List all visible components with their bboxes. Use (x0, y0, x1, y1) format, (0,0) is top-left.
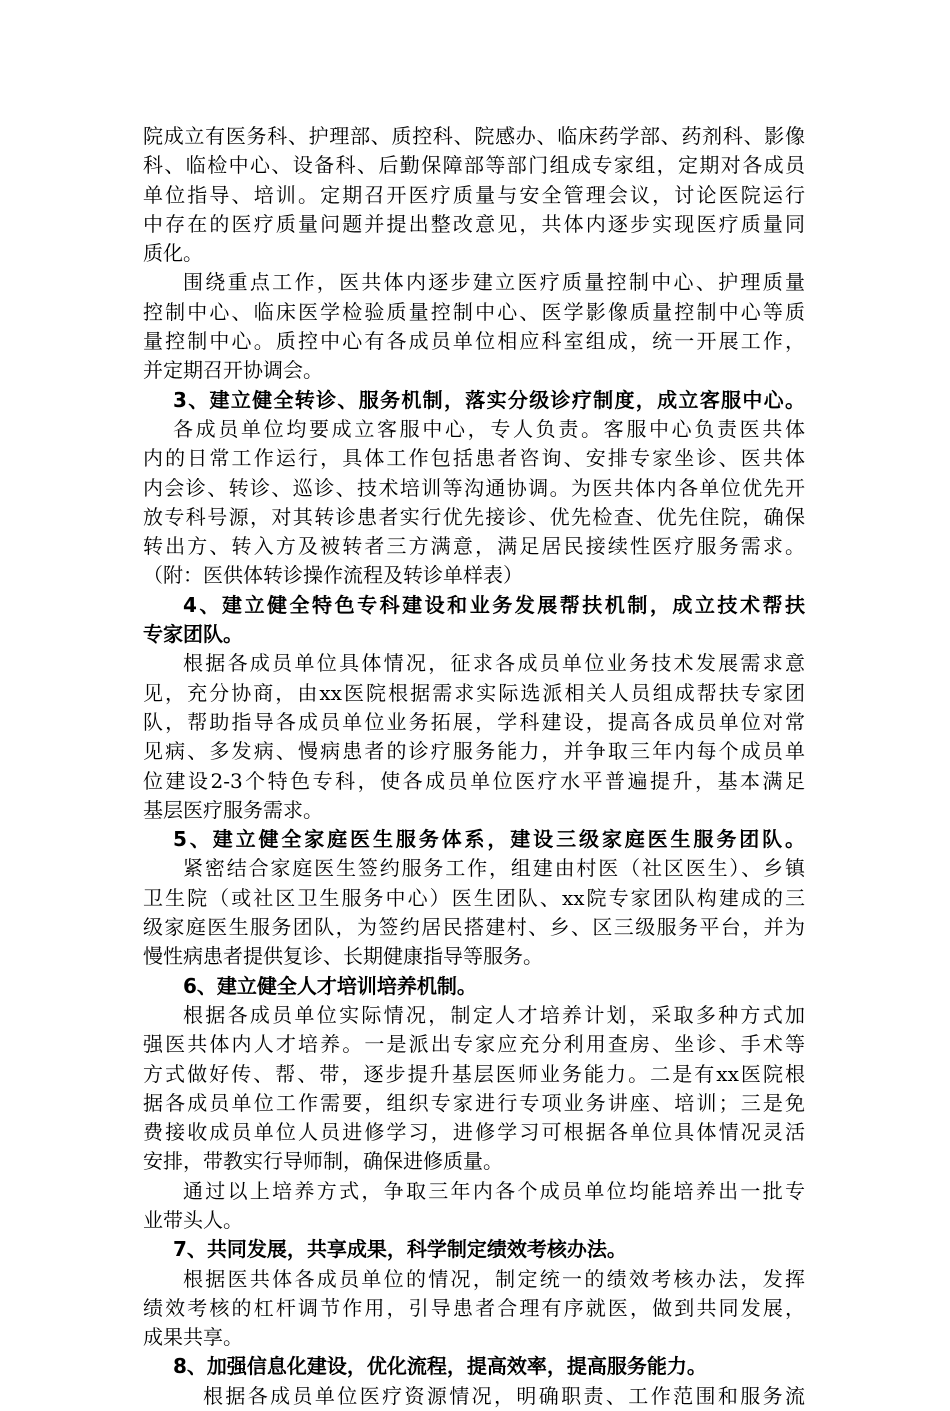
paragraph-line: 费接收成员单位人员进修学习，进修学习可根据各单位具体情况灵活 (143, 1120, 805, 1145)
paragraph-line: 根据各成员单位实际情况，制定人才培养计划，采取多种方式加 (183, 1002, 805, 1027)
paragraph-line: 方式做好传、帮、带，逐步提升基层医师业务能力。二是有xx医院根 (143, 1061, 805, 1086)
paragraph-line: 据各成员单位工作需要，组织专家进行专项业务讲座、培训；三是免 (143, 1090, 805, 1115)
section-heading-line: 专家团队。 (143, 622, 243, 647)
document-body (143, 122, 805, 1411)
paragraph-line: 质化。 (143, 241, 203, 266)
paragraph-line: 通过以上培养方式，争取三年内各个成员单位均能培养出一批专 (183, 1178, 805, 1203)
paragraph-line: （附：医供体转诊操作流程及转诊单样表） (143, 563, 523, 588)
paragraph-line: 控制中心、临床医学检验质量控制中心、医学影像质量控制中心等质 (143, 299, 805, 324)
paragraph-line: 各成员单位均要成立客服中心，专人负责。客服中心负责医共体 (173, 416, 805, 441)
paragraph-line: 业带头人。 (143, 1207, 243, 1232)
section-heading-line: 7、共同发展，共享成果，科学制定绩效考核办法。 (173, 1237, 627, 1262)
paragraph-line: 中存在的医疗质量问题并提出整改意见，共体内逐步实现医疗质量同 (143, 211, 805, 236)
section-heading-line: 3、建立健全转诊、服务机制，落实分级诊疗制度，成立客服中心。 (173, 387, 805, 412)
paragraph-line: 内的日常工作运行，具体工作包括患者咨询、安排专家坐诊、医共体 (143, 446, 805, 471)
paragraph-line: 并定期召开协调会。 (143, 358, 323, 383)
paragraph-line: 院成立有医务科、护理部、质控科、院感办、临床药学部、药剂科、影像 (143, 124, 805, 148)
paragraph-line: 位建设2-3个特色专科，使各成员单位医疗水平普遍提升，基本满足 (143, 768, 805, 793)
section-heading-line: 4、建立健全特色专科建设和业务发展帮扶机制，成立技术帮扶 (183, 592, 805, 617)
paragraph-line: 卫生院（或社区卫生服务中心）医生团队、xx院专家团队构建成的三 (143, 885, 805, 910)
section-heading-line: 8、加强信息化建设，优化流程，提高效率，提高服务能力。 (173, 1354, 707, 1379)
paragraph-line: 单位指导、培训。定期召开医疗质量与安全管理会议，讨论医院运行 (143, 182, 805, 207)
paragraph-line: 强医共体内人才培养。一是派出专家应充分利用查房、坐诊、手术等 (143, 1032, 805, 1057)
paragraph-line: 放专科号源，对其转诊患者实行优先接诊、优先检查、优先住院，确保 (143, 504, 805, 529)
paragraph-line: 见病、多发病、慢病患者的诊疗服务能力，并争取三年内每个成员单 (143, 739, 805, 764)
paragraph-line: 根据医共体各成员单位的情况，制定统一的绩效考核办法，发挥 (183, 1266, 805, 1291)
paragraph-line: 根据各成员单位具体情况，征求各成员单位业务技术发展需求意 (183, 651, 805, 676)
paragraph-line: 级家庭医生服务团队，为签约居民搭建村、乡、区三级服务平台，并为 (143, 915, 805, 940)
paragraph-line: 内会诊、转诊、巡诊、技术培训等沟通协调。为医共体内各单位优先开 (143, 475, 805, 500)
paragraph-line: 慢性病患者提供复诊、长期健康指导等服务。 (143, 944, 543, 969)
paragraph-line: 安排，带教实行导师制，确保进修质量。 (143, 1149, 503, 1174)
paragraph-line: 成果共享。 (143, 1325, 243, 1350)
paragraph-line: 量控制中心。质控中心有各成员单位相应科室组成，统一开展工作， (143, 329, 805, 354)
section-heading-line: 6、建立健全人才培训培养机制。 (183, 973, 477, 998)
paragraph-line: 围绕重点工作，医共体内逐步建立医疗质量控制中心、护理质量 (183, 270, 805, 295)
section-heading-line: 5、建立健全家庭医生服务体系，建设三级家庭医生服务团队。 (173, 827, 805, 852)
paragraph-line: 转出方、转入方及被转者三方满意，满足居民接续性医疗服务需求。 (143, 534, 805, 559)
paragraph-line: 紧密结合家庭医生签约服务工作，组建由村医（社区医生）、乡镇 (183, 856, 805, 881)
paragraph-line: 基层医疗服务需求。 (143, 797, 323, 822)
paragraph-line: 队，帮助指导各成员单位业务拓展，学科建设，提高各成员单位对常 (143, 709, 805, 734)
paragraph-line: 见，充分协商，由xx医院根据需求实际选派相关人员组成帮扶专家团 (143, 680, 805, 705)
paragraph-line: 绩效考核的杠杆调节作用，引导患者合理有序就医，做到共同发展， (143, 1295, 805, 1320)
paragraph-line: 根据各成员单位医疗资源情况，明确职责、工作范围和服务流 (203, 1383, 805, 1408)
paragraph-line: 科、临检中心、设备科、后勤保障部等部门组成专家组，定期对各成员 (143, 153, 805, 178)
